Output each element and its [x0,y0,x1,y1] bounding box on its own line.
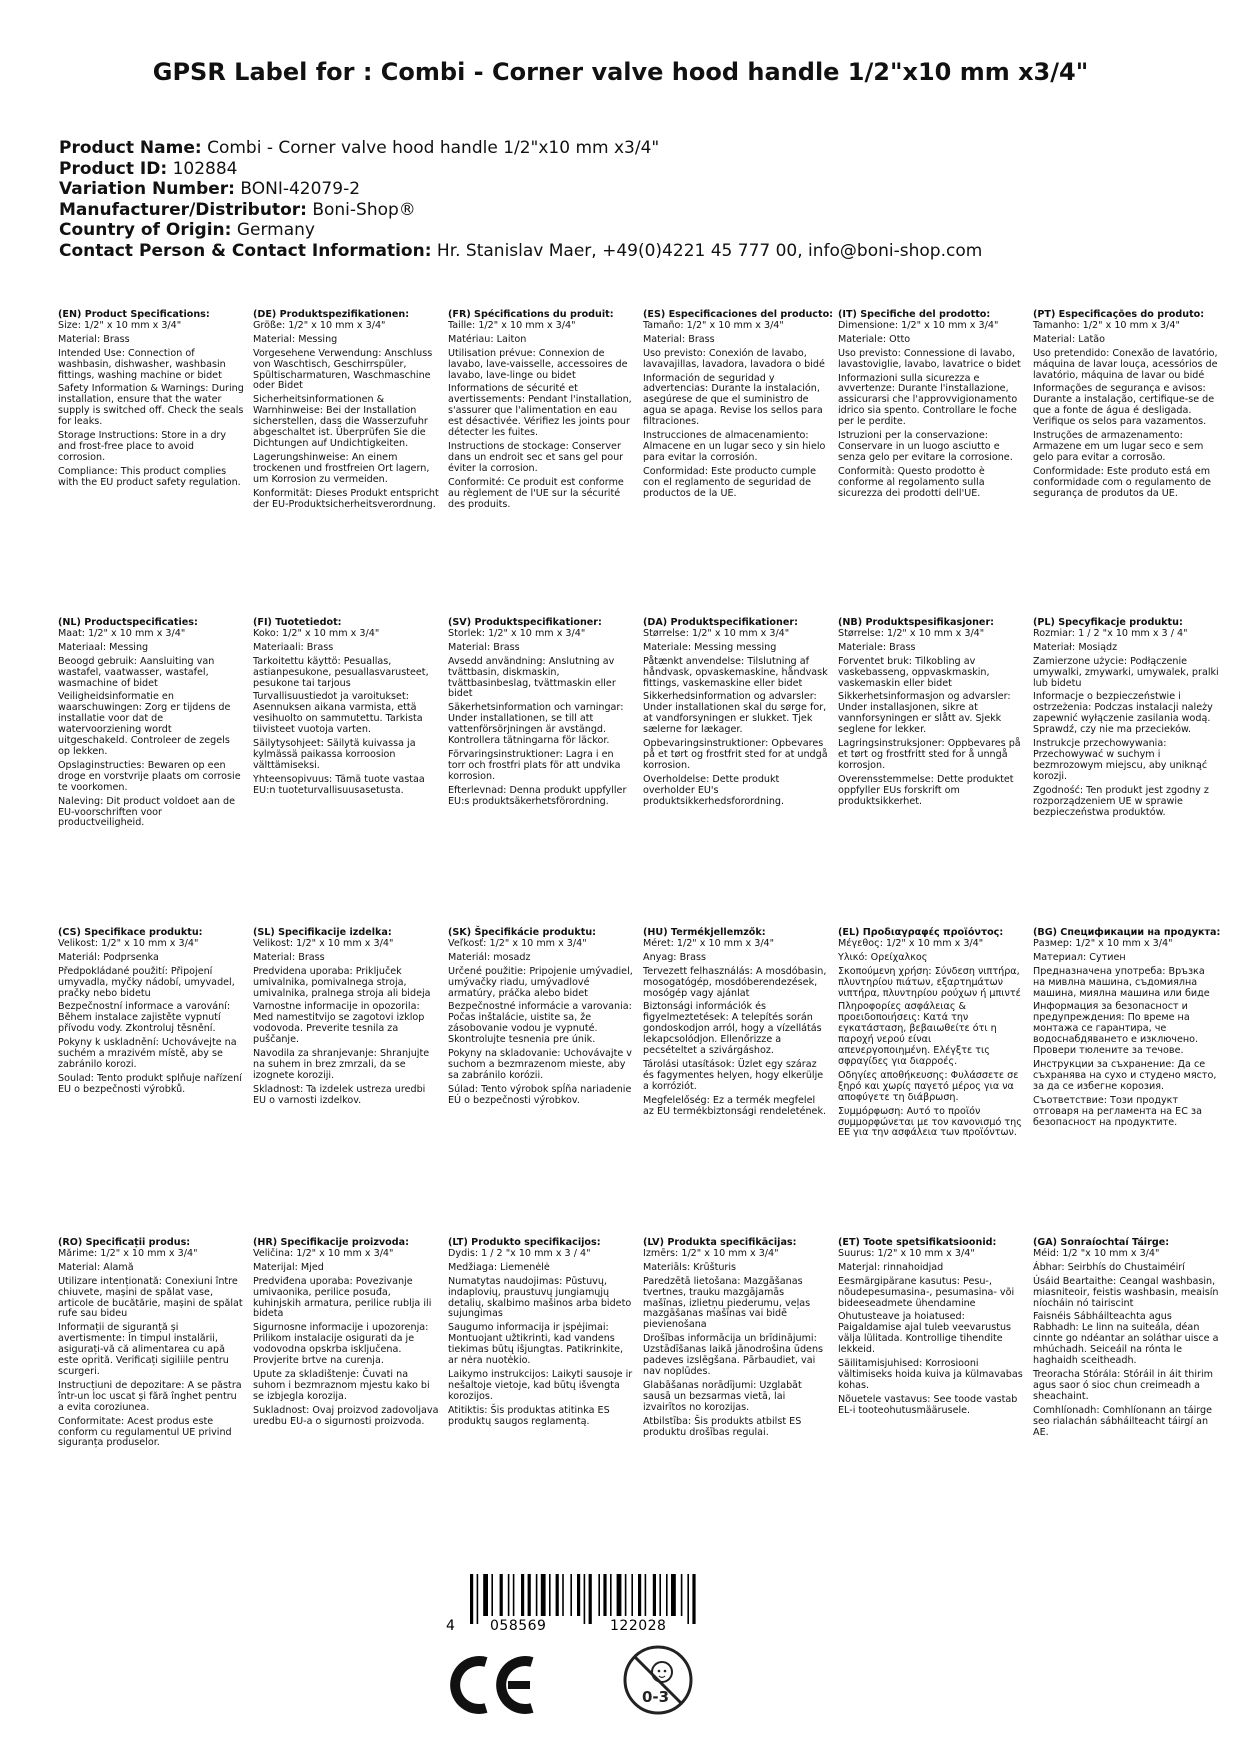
spec-paragraph: Материал: Сутиен [1033,951,1126,963]
spec-paragraph: Materiał: Mosiądz [1033,641,1118,653]
spec-paragraph: Soulad: Tento produkt splňuje nařízení EU o bezpečnosti výrobků. [58,1072,242,1095]
barcode-bar [659,1574,661,1616]
barcode-bar [681,1574,683,1616]
info-value: Hr. Stanislav Maer, +49(0)4221 45 777 00, info@boni-shop.com [436,240,983,261]
spec-paragraph: Ábhar: Seirbhís do Chustaiméirí [1033,1261,1185,1273]
spec-paragraph: Storlek: 1/2" x 10 mm x 3/4" [448,627,586,639]
spec-paragraph: Säkerhetsinformation och varningar: Under installationen, se till att vattenförsörjningen är avstängd. Kontrollera tätningarna för läckor. [448,702,624,747]
not-for-children-under-3-icon [620,1642,696,1718]
spec-paragraph: Μέγεθος: 1/2" x 10 mm x 3/4" [838,937,984,949]
spec-heading: (GA) Sonraíochtaí Táirge: [1033,1237,1170,1248]
spec-paragraph: Saugumo informacija ir įspėjimai: Montuojant užtikrinti, kad vandens tiekimas būtų išjungtas. Patikrinkite, ar nėra nuotėkio. [448,1322,624,1367]
spec-heading: (FR) Spécifications du produit: [448,309,614,320]
spec-paragraph: Atbilstība: Šis produkts atbilst ES produktu drošības regulai. [643,1415,802,1438]
barcode-prefix: 4 [446,1618,455,1634]
spec-paragraph: Koko: 1/2" x 10 mm x 3/4" [253,627,380,639]
spec-paragraph: Taille: 1/2" x 10 mm x 3/4" [448,319,576,331]
spec-paragraph: Istruzioni per la conservazione: Conservare in un luogo asciutto e senza gelo per evitare la corrosione. [838,430,1013,463]
spec-paragraph: Veľkosť: 1/2" x 10 mm x 3/4" [448,937,587,949]
barcode-bar [528,1574,531,1616]
info-value: 102884 [172,158,238,179]
spec-paragraph: Materijal: Mjed [253,1261,324,1273]
spec-section [448,1238,634,1431]
spec-paragraph: Conformità: Questo prodotto è conforme al regolamento sulla sicurezza dei prodotti dell'UE. [838,465,985,499]
spec-paragraph: Megfelelőség: Ez a termék megfelel az EU termékbiztonsági rendeletének. [643,1094,827,1117]
info-row [59,179,982,200]
spec-paragraph: Materjal: rinnahoidjad [838,1261,944,1273]
spec-paragraph: Οδηγίες αποθήκευσης: Φυλάσσετε σε ξηρό και χωρίς παγετό μέρος για να αποφύγετε τη διάβρωση. [838,1069,1019,1103]
spec-section [1033,928,1219,1131]
spec-heading: (HR) Specifikacije proizvoda: [253,1237,409,1248]
spec-paragraph: Forventet bruk: Tilkobling av vaskebasseng, oppvaskmaskin, vaskemaskin eller bidet [838,655,990,689]
spec-paragraph: Bezpečnostní informace a varování: Během instalace zajistěte vypnutí přívodu vody. Zkontroluj těsnění. [58,1001,231,1035]
spec-paragraph: Størrelse: 1/2" x 10 mm x 3/4" [643,627,790,639]
spec-paragraph: Σκοπούμενη χρήση: Σύνδεση νιπτήρα, πλυντηρίου πιάτων, εξαρτημάτων νιπτήρα, πλυντηρίου ρούχων ή μπιντέ [838,965,1021,999]
spec-section [448,618,634,811]
spec-paragraph: Rozmiar: 1 / 2 "x 10 mm x 3 / 4" [1033,627,1188,639]
barcode-bar [645,1574,647,1616]
spec-paragraph: Eesmärgipärane kasutus: Pesu-, nõudepesumasina-, pesumasina- või bideeseadmete ühendamine [838,1275,1015,1309]
spec-paragraph: Инструкции за съхранение: Да се съхранява на сухо и студено място, за да се избегне корозия. [1033,1058,1217,1092]
spec-paragraph: Uso previsto: Connessione di lavabo, lavastoviglie, lavabo, lavatrice o bidet [838,347,1021,370]
spec-paragraph: Informații de siguranță și avertismente: În timpul instalării, asigurați-vă că alimentarea cu apă este oprită. Verificați sigiliile pentru scurgeri. [58,1322,229,1377]
spec-section [58,928,244,1099]
spec-paragraph: Predviđena uporaba: Povezivanje umivaonika, perilice posuđa, kuhinjskih armatura, perilice rublja ili bideta [253,1275,432,1320]
barcode-bar [687,1574,689,1624]
spec-paragraph: Sikkerhetsinformasjon og advarsler: Under installasjonen, sikre at vannforsyningen er slått av. Sjekk seglene for lekker. [838,691,1011,736]
spec-heading: (LT) Produkto specifikacijos: [448,1237,601,1248]
barcode-bar [638,1574,641,1616]
spec-paragraph: Medžiaga: Liemenėlė [448,1261,550,1273]
barcode-bar [631,1574,633,1616]
info-label: Country of Origin: [59,220,232,240]
spec-paragraph: Naleving: Dit product voldoet aan de EU-voorschriften voor productveiligheid. [58,795,235,829]
spec-paragraph: Atitiktis: Šis produktas atitinka ES produktų saugos reglamentą. [448,1404,610,1427]
spec-paragraph: Pokyny na skladovanie: Uchovávajte v suchom a bezmrazenom mieste, aby sa zabránilo korózii. [448,1048,632,1081]
spec-heading: (ES) Especificaciones del producto: [643,309,834,320]
spec-paragraph: Bezpečnostné informácie a varovania: Počas inštalácie, uistite sa, že zásobovanie vodou je vypnuté. Skontrolujte tesnenia pre únik. [448,1001,632,1046]
spec-paragraph: Instruções de armazenamento: Armazene em um lugar seco e sem gelo para evitar a corrosão. [1033,430,1204,463]
spec-section [1033,618,1219,821]
spec-section [838,1238,1024,1420]
barcode-bar [577,1574,580,1616]
spec-paragraph: Πληροφορίες ασφάλειας & προειδοποιήσεις: Κατά την εγκατάσταση, βεβαιωθείτε ότι η παροχή νερού είναι απενεργοποιημένη. Ελέγξτε τις σφραγίδες για διαρροές. [838,1001,997,1067]
spec-heading: (NL) Productspecificaties: [58,617,198,628]
barcode-bar [541,1574,546,1616]
spec-paragraph: Laikymo instrukcijos: Laikyti sausoje ir nešaltoje vietoje, kad būtų išvengta korozijos. [448,1368,633,1402]
spec-paragraph: Sikkerhedsinformation og advarsler: Under installationen skal du sørge for, at vandforsyningen er slukket. Tjek sælerne for lækager. [643,691,827,736]
spec-paragraph: Skladnost: Ta izdelek ustreza uredbi EU o varnosti izdelkov. [253,1083,426,1106]
spec-paragraph: Instrucciones de almacenamiento: Almacene en un lugar seco y sin hielo para evitar la corrosión. [643,430,826,463]
spec-paragraph: Utilisation prévue: Connexion de lavabo, lave-vaisselle, accessoires de lavabo, lave-linge ou bidet [448,347,628,381]
spec-paragraph: Materiāls: Krūšturis [643,1261,737,1273]
info-label: Variation Number: [59,179,235,199]
info-row [59,220,982,241]
spec-paragraph: Comhlíonadh: Comhlíonann an táirge seo rialachán sábháilteacht táirgí an AE. [1033,1404,1213,1438]
barcode-bar [470,1574,473,1624]
spec-paragraph: Materiaal: Messing [58,641,149,653]
spec-heading: (NB) Produktspesifikasjoner: [838,617,995,628]
spec-paragraph: Conformidad: Este producto cumple con el reglamento de seguridad de productos de la UE. [643,465,816,499]
spec-paragraph: Tamanho: 1/2" x 10 mm x 3/4" [1033,319,1180,331]
spec-heading: (EN) Product Specifications: [58,309,210,320]
barcode-bar [625,1574,627,1616]
spec-paragraph: Instrucțiuni de depozitare: A se păstra într-un loc uscat și fără înghet pentru a evita coroziunea. [58,1379,242,1413]
barcode-bar [598,1574,600,1616]
barcode-bar [483,1574,488,1616]
barcode-bar [692,1574,695,1624]
spec-paragraph: Konformität: Dieses Produkt entspricht der EU-Produktsicherheitsverordnung. [253,487,439,510]
spec-paragraph: Storage Instructions: Store in a dry and frost-free place to avoid corrosion. [58,430,227,463]
spec-paragraph: Compliance: This product complies with the EU product safety regulation. [58,465,241,488]
barcode-bar [666,1574,668,1616]
spec-paragraph: Conformidade: Este produto está em conformidade com o regulamento de segurança de produtos da UE. [1033,465,1212,499]
spec-heading: (PT) Especificações do produto: [1033,309,1205,320]
spec-paragraph: Съответствие: Този продукт отговаря на регламента на ЕС за безопасност на продуктите. [1033,1094,1202,1128]
spec-paragraph: Biztonsági információk és figyelmeztetések: A telepítés során gondoskodjon arról, hogy a vízellátás lekapcsolódjon. Ellenőrizze a pecsételtet a szivárgáshoz. [643,1001,822,1057]
spec-paragraph: Anyag: Brass [643,951,706,963]
spec-paragraph: Dimensione: 1/2" x 10 mm x 3/4" [838,319,999,331]
spec-paragraph: Förvaringsinstruktioner: Lagra i en torr och frostfri plats för att undvika korrosion. [448,748,621,782]
spec-paragraph: Glabāšanas norādījumi: Uzglabāt sausā un bezsarmas vietā, lai izvairītos no korozijas. [643,1379,802,1413]
spec-paragraph: Pokyny k uskladnění: Uchovávejte na suchém a mrazivém místě, aby se zabránilo korozi. [58,1037,237,1070]
spec-paragraph: Tarkoitettu käyttö: Pesuallas, astianpesukone, pesuallasvarusteet, pesukone tai tarjous [253,655,429,689]
spec-paragraph: Ohutusteave ja hoiatused: Paigaldamise ajal tuleb veevarustus välja lülitada. Kontrollige tihendite lekkeid. [838,1311,1012,1356]
spec-paragraph: Beoogd gebruik: Aansluiting van wastafel, vaatwasser, wastafel, wasmachine of bidet [58,655,215,689]
barcode-bar [477,1574,479,1624]
spec-heading: (FI) Tuotetiedot: [253,617,342,628]
spec-heading: (LV) Produkta specifikācijas: [643,1237,797,1248]
ce-mark-icon [446,1652,538,1718]
spec-paragraph: Material: Brass [643,333,715,345]
spec-paragraph: Materiale: Messing messing [643,641,777,653]
spec-paragraph: Conformité: Ce produit est conforme au règlement de l'UE sur la sécurité des produits. [448,476,624,510]
spec-paragraph: Dydis: 1 / 2 "x 10 mm x 3 / 4" [448,1247,591,1259]
spec-paragraph: Material: Alamă [58,1261,134,1273]
spec-paragraph: Informacje o bezpieczeństwie i ostrzeżenia: Podczas instalacji należy zapewnić wyłączenie zasilania wodą. Sprawdź, czy nie ma przecieków. [1033,691,1213,736]
spec-heading: (IT) Specifiche del prodotto: [838,309,991,320]
spec-paragraph: Avsedd användning: Anslutning av tvättbasin, diskmaskin, tvättbasinbeslag, tvättmaskin eller bidet [448,655,616,700]
spec-paragraph: Tervezett felhasználás: A mosdóbasin, mosogatógép, mosdóberendezések, mosógép vagy ajánlat [643,965,827,999]
info-label: Manufacturer/Distributor: [59,199,307,220]
info-label: Product ID: [59,158,168,179]
spec-paragraph: Materiale: Brass [838,641,916,653]
spec-section [58,310,244,492]
spec-paragraph: Velikost: 1/2" x 10 mm x 3/4" [253,937,394,949]
spec-paragraph: Efterlevnad: Denna produkt uppfyller EU:s produktsäkerhetsförordning. [448,784,627,807]
barcode-bar [549,1574,551,1616]
spec-heading: (HU) Termékjellemzők: [643,927,766,938]
spec-paragraph: Faisnéis Sábháilteachta agus Rabhadh: Le linn na suiteála, déan cinnte go ndéantar an soláthar uisce a mhúchadh. Seiceáil na rónta le haghaidh sceitheadh. [1033,1311,1219,1367]
spec-paragraph: Sukladnost: Ovaj proizvod zadovoljava uredbu EU-a o sigurnosti proizvoda. [253,1404,439,1427]
barcode-bar [513,1574,515,1616]
spec-paragraph: Sicherheitsinformationen & Warnhinweise: Bei der Installation sicherstellen, dass die Wasserzufuhr abgeschaltet ist. Überprüfen Sie die Dichtungen auf Undichtigkeiten. [253,394,428,449]
info-row [59,138,982,159]
spec-paragraph: Upute za skladištenje: Čuvati na suhom i bezmraznom mjestu kako bi se izbjegla korozija. [253,1368,430,1402]
spec-paragraph: Lagringsinstruksjoner: Oppbevares på et tørt og frostfritt sted for å unngå korrosjon. [838,738,1021,771]
spec-paragraph: Opslaginstructies: Bewaren op een droge en vorstvrije plaats om corrosie te voorkomen. [58,759,241,793]
spec-paragraph: Intended Use: Connection of washbasin, dishwasher, washbasin fittings, washing machine or bidet [58,347,226,381]
page-title: GPSR Label for : Combi - Corner valve hood handle 1/2"x10 mm x3/4" [152,58,1089,86]
barcode-bar [562,1574,564,1616]
spec-heading: (CS) Specifikace produktu: [58,927,203,938]
barcode-bar [491,1574,493,1616]
spec-section [448,928,634,1110]
spec-section [1033,1238,1219,1441]
spec-paragraph: Matériau: Laiton [448,333,527,345]
spec-section [838,618,1024,811]
barcode-bar [521,1574,524,1616]
spec-heading: (ET) Toote spetsifikatsioonid: [838,1237,997,1248]
spec-paragraph: Uso previsto: Conexión de lavabo, lavavajillas, lavadora, lavadora o bidé [643,347,825,370]
spec-section [643,618,829,811]
barcode [446,1574,766,1636]
info-value: Germany [236,220,315,240]
spec-section [58,1238,244,1452]
barcode-bar [617,1574,622,1616]
spec-section [838,310,1024,503]
spec-heading: (EL) Προδιαγραφές προϊόντος: [838,927,1004,938]
spec-paragraph: Určené použitie: Pripojenie umývadiel, umývačky riadu, umývadlové armatúry, práčka alebo bidet [448,965,633,999]
spec-paragraph: Størrelse: 1/2" x 10 mm x 3/4" [838,627,985,639]
spec-paragraph: Treoracha Stórála: Stóráil in áit thirim agus saor ó sioc chun creimeadh a sheachaint. [1033,1368,1213,1402]
spec-paragraph: Material: Latão [1033,333,1105,345]
spec-paragraph: Vorgesehene Verwendung: Anschluss von Waschtisch, Geschirrspüler, Spültischarmaturen, Waschmaschine oder Bidet [253,347,433,392]
spec-paragraph: Size: 1/2" x 10 mm x 3/4" [58,319,182,331]
spec-paragraph: Предназначена употреба: Връзка на мивлна машина, съдомиялна машина, миялна машина или биде [1033,965,1210,999]
spec-section [253,1238,439,1431]
spec-paragraph: Opbevaringsinstruktioner: Opbevares på et tørt og frostfrit sted for at undgå korrosion. [643,738,828,771]
spec-section [253,928,439,1110]
spec-paragraph: Overensstemmelse: Dette produktet oppfyller EUs forskrift om produktsikkerhet. [838,773,1014,807]
spec-paragraph: Påtænkt anvendelse: Tilslutning af håndvask, opvaskemaskine, håndvask fittings, vaskemaskine eller bidet [643,655,828,689]
spec-paragraph: Materiale: Otto [838,333,911,345]
barcode-right-digits: 122028 [610,1618,667,1634]
spec-paragraph: Maat: 1/2" x 10 mm x 3/4" [58,627,186,639]
spec-paragraph: Tamaño: 1/2" x 10 mm x 3/4" [643,319,784,331]
spec-section [1033,310,1219,503]
spec-paragraph: Material: Brass [58,333,130,345]
spec-heading: (BG) Спецификации на продукта: [1033,927,1221,938]
spec-paragraph: Instrukcje przechowywania: Przechowywać w suchym i bezmrozowym miejscu, aby uniknąć korozji. [1033,738,1208,782]
spec-paragraph: Säilitamisjuhised: Korrosiooni vältimiseks hoida kuiva ja külmavabas kohas. [838,1358,1023,1391]
spec-paragraph: Säilytysohjeet: Säilytä kuivassa ja kylmässä paikassa korroosion välttämiseksi. [253,738,416,771]
spec-section [253,310,439,513]
spec-section [253,618,439,800]
barcode-bar [536,1574,538,1616]
spec-paragraph: Υλικό: Ορείχαλκος [838,951,928,963]
spec-section [58,618,244,832]
spec-paragraph: Tárolási utasítások: Üzlet egy száraz és fagymentes helyen, hogy elkerülje a korróziót. [643,1058,824,1092]
info-row [59,241,982,262]
spec-paragraph: Předpokládané použití: Připojení umyvadla, myčky nádobí, umyvadel, pračky nebo bidetu [58,965,235,999]
barcode-bar [671,1574,676,1616]
spec-paragraph: Lagerungshinweise: An einem trockenen und frostfreien Ort lagern, um Korrosion zu vermeiden. [253,451,430,485]
spec-paragraph: Material: Brass [448,641,520,653]
spec-heading: (SK) Špecifikácie produktu: [448,927,597,938]
barcode-bar [570,1574,572,1616]
spec-section [643,309,834,503]
spec-paragraph: Safety Information & Warnings: During installation, ensure that the water supply is switched off. Check the seals for leaks. [58,383,244,428]
spec-paragraph: Numatytas naudojimas: Pūstuvų, indaplovių, praustuvų jungiamųjų detalių, skalbimo mašinos arba bideto sujungimas [448,1275,632,1320]
info-value: Combi - Corner valve hood handle 1/2"x10 mm x3/4" [207,138,660,158]
barcode-left-digits: 058569 [490,1618,547,1634]
spec-heading: (SV) Produktspecifikationer: [448,617,602,628]
spec-paragraph: Información de seguridad y advertencias: Durante la instalación, asegúrese de que el suministro de agua se apaga. Revise los sellos para filtraciones. [643,372,823,428]
spec-paragraph: Varnostne informacije in opozorila: Med namestitvijo se zagotovi izklop vodovoda. Preverite tesnila za puščanje. [253,1001,425,1046]
spec-section [643,928,829,1121]
spec-heading: (DA) Produktspecifikationer: [643,617,798,628]
spec-paragraph: Uso pretendido: Conexão de lavatório, máquina de lavar louça, acessórios de lavatório, máquina de lavar ou bidé [1033,347,1218,381]
spec-paragraph: Συμμόρφωση: Αυτό το προϊόν συμμορφώνεται με τον κανονισμό της ΕΕ για την ασφάλεια των προϊόντων. [838,1105,1022,1139]
spec-section [643,1238,829,1441]
spec-paragraph: Mărime: 1/2" x 10 mm x 3/4" [58,1247,198,1259]
spec-section [838,928,1024,1142]
spec-paragraph: Material: Brass [253,951,325,963]
spec-paragraph: Izmērs: 1/2" x 10 mm x 3/4" [643,1247,779,1259]
spec-paragraph: Drošības informācija un brīdinājumi: Uzstādīšanas laikā jānodrošina ūdens padeves izslēgšana. Pārbaudiet, vai nav noplūdes. [643,1333,824,1377]
spec-paragraph: Navodila za shranjevanje: Shranjujte na suhem in brez zmrzali, da se izognete koroziji. [253,1048,430,1081]
spec-paragraph: Nõuetele vastavus: See toode vastab EL-i tooteohutusmäärusele. [838,1393,1018,1416]
spec-paragraph: Materiál: mosadz [448,951,531,963]
barcode-bar [584,1574,586,1624]
spec-paragraph: Méid: 1/2 "x 10 mm x 3/4" [1033,1247,1160,1259]
spec-paragraph: Materiál: Podprsenka [58,951,159,963]
info-value: BONI-42079-2 [240,179,361,199]
spec-paragraph: Sigurnosne informacije i upozorenja: Prilikom instalacije osigurati da je vodovodna opskrba isključena. Provjerite brtve na curenja. [253,1322,429,1367]
age-warning-text: 0-3 [642,1688,670,1706]
spec-paragraph: Zgodność: Ten produkt jest zgodny z rozporządzeniem UE w sprawie bezpieczeństwa produktów. [1033,784,1209,818]
spec-paragraph: Informações de segurança e avisos: Durante a instalação, certifique-se de que a fonte de água é desligada. Verifique os selos para vazamentos. [1033,383,1215,428]
spec-paragraph: Informations de sécurité et avertissements: Pendant l'installation, s'assurer que l'alimentation en eau est désactivée. Vérifiez les joints pour détecter les fuites. [448,383,632,439]
spec-paragraph: Material: Messing [253,333,338,345]
info-label: Product Name: [59,138,202,158]
spec-paragraph: Yhteensopivuus: Tämä tuote vastaa EU:n tuoteturvallisuusasetusta. [253,773,425,796]
spec-heading: (PL) Specyfikacje produktu: [1033,617,1183,628]
spec-paragraph: Instructions de stockage: Conserver dans un endroit sec et sans gel pour éviter la corrosion. [448,440,624,474]
barcode-bar [556,1574,559,1616]
spec-paragraph: Utilizare intenționată: Conexiuni între chiuvete, mașini de spălat vase, articole de bucătărie, mașini de spălat rufe sau bideu [58,1275,243,1320]
spec-heading: (DE) Produktspezifikationen: [253,309,410,320]
spec-paragraph: Zamierzone użycie: Podłączenie umywalki, zmywarki, umywalek, pralki lub bidetu [1033,655,1219,689]
spec-paragraph: Súlad: Tento výrobok spĺňa nariadenie EÚ o bezpečnosti výrobkov. [448,1083,632,1106]
product-info [59,138,982,261]
spec-paragraph: Размер: 1/2" x 10 mm x 3/4" [1033,937,1173,949]
barcode-bar [610,1574,612,1616]
spec-heading: (RO) Specificații produs: [58,1237,191,1248]
spec-paragraph: Veličina: 1/2" x 10 mm x 3/4" [253,1247,394,1259]
barcode-bar [653,1574,656,1616]
spec-paragraph: Velikost: 1/2" x 10 mm x 3/4" [58,937,199,949]
barcode-bar [603,1574,606,1616]
barcode-bar [508,1574,510,1616]
spec-paragraph: Overholdelse: Dette produkt overholder EU's produktsikkerhedsforordning. [643,773,785,807]
barcode-bar [500,1574,503,1616]
spec-heading: (SL) Specifikacije izdelka: [253,927,392,938]
spec-paragraph: Suurus: 1/2" x 10 mm x 3/4" [838,1247,975,1259]
spec-section [448,310,634,513]
info-row [59,200,982,221]
spec-paragraph: Materiaali: Brass [253,641,334,653]
barcode-bar [589,1574,592,1624]
spec-paragraph: Conformitate: Acest produs este conform cu regulamentul UE privind siguranța produselor. [58,1415,232,1449]
info-value: Boni-Shop® [312,199,416,220]
spec-paragraph: Veiligheidsinformatie en waarschuwingen: Zorg er tijdens de installatie voor dat de watervoorziening wordt uitgeschakeld. Controleer de zegels op lekken. [58,691,231,757]
info-row [59,159,982,180]
spec-paragraph: Predvidena uporaba: Priključek umivalnika, pomivalnega stroja, umivalnika, pralnega stroja ali bideja [253,965,431,999]
spec-paragraph: Информация за безопасност и предупреждения: По време на монтажа се гарантира, че водоснабдяването е изключено. Провери тюлените за течове. [1033,1001,1199,1057]
spec-paragraph: Paredzētā lietošana: Mazgāšanas tvertnes, trauku mazgājamās mašīnas, izlietņu piederumu, veļas mazgāšanas mašīnas vai bidē pievienošana [643,1275,811,1331]
spec-paragraph: Informazioni sulla sicurezza e avvertenze: Durante l'installazione, assicurarsi che l'approvvigionamento idrico sia spento. Controllare le foche per le perdite. [838,372,1018,428]
spec-paragraph: Größe: 1/2" x 10 mm x 3/4" [253,319,386,331]
spec-paragraph: Méret: 1/2" x 10 mm x 3/4" [643,937,775,949]
info-label: Contact Person & Contact Information: [59,240,432,261]
spec-paragraph: Úsáid Beartaithe: Ceangal washbasin, miasniteoir, feistis washbasin, meaisín níocháin nó tairiscint [1033,1275,1219,1309]
spec-paragraph: Turvallisuustiedot ja varoitukset: Asennuksen aikana varmista, että vesihuolto on sammutettu. Tarkista tiivisteet vuotoja varten. [253,691,423,736]
